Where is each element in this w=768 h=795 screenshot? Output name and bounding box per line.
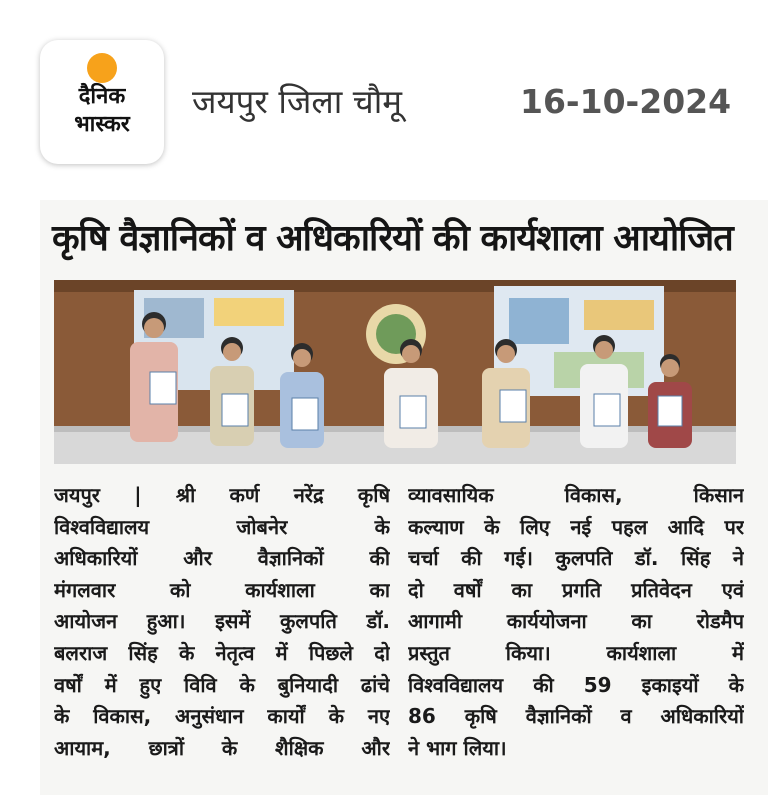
column-line: कल्याण के लिए नई पहल आदि पर [408, 514, 744, 539]
column-line: के विकास, अनुसंधान कार्यों के नए [54, 704, 390, 729]
column-line: प्रस्तुत किया। कार्यशाला में [408, 640, 744, 665]
column-line: आयाम, छात्रों के शैक्षिक और [54, 735, 390, 760]
column-line: आगामी कार्ययोजना का रोडमैप [408, 609, 744, 634]
column-line: मंगलवार को कार्यशाला का [54, 577, 390, 602]
column-line: वर्षों में हुए विवि के बुनियादी ढांचे [54, 672, 390, 697]
article-column-left [54, 480, 390, 764]
logo-text-line2: भास्कर [74, 112, 130, 137]
article-headline: कृषि वैज्ञानिकों व अधिकारियों की कार्यशाला आयोजित [52, 218, 733, 259]
column-line: ने भाग लिया। [408, 735, 507, 760]
column-line: आयोजन हुआ। इसमें कुलपति डॉ. [54, 609, 390, 634]
edition-date: 16-10-2024 [520, 82, 732, 121]
column-line [54, 480, 390, 512]
column-line: 86 कृषि वैज्ञानिकों व अधिकारियों [408, 704, 744, 729]
article-column-right [408, 480, 744, 764]
column-line: दो वर्षों का प्रगति प्रतिवेदन एवं [408, 577, 744, 602]
workshop-photo-illustration [54, 280, 736, 464]
column-line: विश्वविद्यालय की 59 इकाइयों के [408, 672, 744, 697]
column-line: अधिकारियों और वैज्ञानिकों की [54, 546, 390, 571]
column-line: विश्वविद्यालय जोबनेर के [54, 514, 390, 539]
column-line: चर्चा की गई। कुलपति डॉ. सिंह ने [408, 546, 744, 571]
column-line: व्यावसायिक विकास, किसान [408, 483, 744, 507]
edition-label: जयपुर जिला चौमू [192, 82, 403, 121]
dateline: जयपुर [54, 483, 100, 507]
column-line: बलराज सिंह के नेतृत्व में पिछले दो [54, 640, 390, 665]
sun-icon [87, 53, 117, 83]
line-text: | श्री कर्ण नरेंद्र कृषि [99, 483, 390, 507]
logo-text-line1: दैनिक [78, 84, 126, 109]
newspaper-logo [40, 40, 164, 164]
article-photo [54, 280, 736, 464]
